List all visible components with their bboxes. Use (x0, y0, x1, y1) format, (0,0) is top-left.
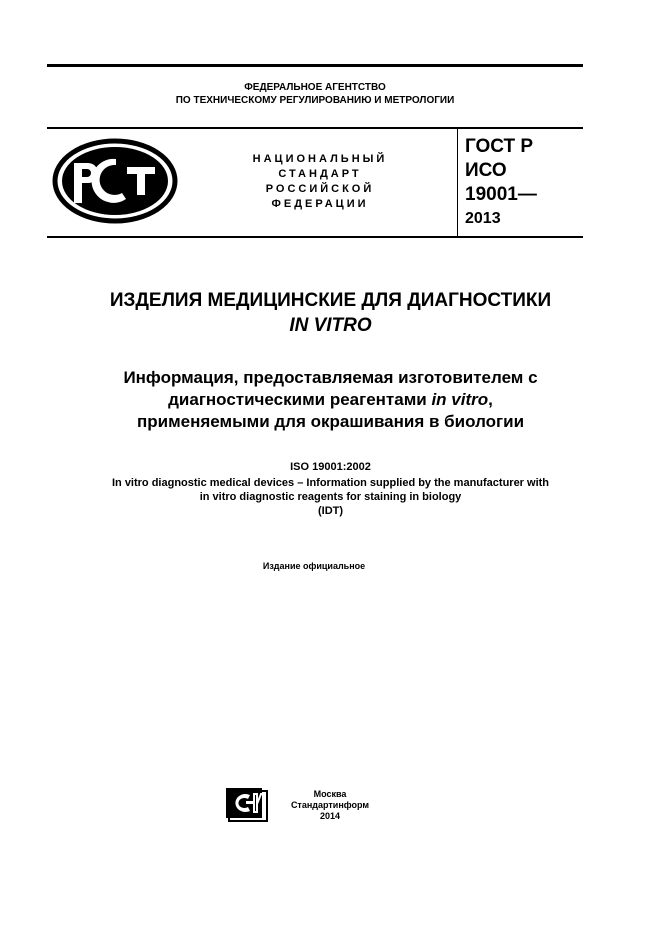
subtitle-line-2-comma: , (488, 390, 493, 409)
standard-type-line-1: НАЦИОНАЛЬНЫЙ (252, 153, 388, 165)
official-edition: Издание официальное (262, 561, 366, 571)
top-rule (47, 64, 583, 67)
standard-type-line-2: СТАНДАРТ (278, 168, 362, 180)
standard-type (220, 152, 420, 212)
agency-line-2: ПО ТЕХНИЧЕСКОМУ РЕГУЛИРОВАНИЮ И МЕТРОЛОГИИ (175, 95, 455, 106)
standard-type-line-4: ФЕДЕРАЦИИ (271, 198, 369, 210)
subtitle (0, 367, 661, 433)
subtitle-line-2 (0, 389, 661, 411)
subtitle-line-2-text: диагностическими реагентами (168, 390, 432, 409)
main-title-line-1: ИЗДЕЛИЯ МЕДИЦИНСКИЕ ДЛЯ ДИАГНОСТИКИ (109, 290, 552, 311)
iso-english-title-line-2: in vitro diagnostic reagents for staining in biology (199, 491, 462, 503)
gost-r-logo (52, 137, 178, 225)
header-bottom-rule (47, 236, 583, 238)
iso-english-title-line-1: In vitro diagnostic medical devices – Information supplied by the manufacturer with (111, 477, 550, 489)
agency-name (47, 81, 583, 107)
main-title-line-2: IN VITRO (289, 315, 372, 336)
standard-type-line-3: РОССИЙСКОЙ (265, 183, 375, 195)
agency-line-1: ФЕДЕРАЛЬНОЕ АГЕНТСТВО (244, 82, 386, 93)
standard-code-line-2: ИСО (465, 160, 507, 181)
standard-code (465, 135, 537, 231)
iso-number: ISO 19001:2002 (290, 461, 371, 473)
standard-code-line-3: 19001— (465, 184, 537, 205)
publisher-city: Москва (313, 789, 347, 799)
publisher (280, 789, 380, 822)
standartinform-logo (226, 788, 268, 822)
main-title (0, 288, 661, 338)
header-divider (457, 128, 458, 236)
subtitle-line-2-italic: in vitro (431, 390, 489, 409)
iso-idt: (IDT) (317, 505, 344, 517)
publisher-year: 2014 (319, 811, 341, 821)
subtitle-line-3: применяемыми для окрашивания в биологии (136, 412, 525, 431)
standard-code-year: 2013 (465, 210, 501, 227)
standard-code-line-1: ГОСТ Р (465, 136, 534, 157)
iso-reference (0, 460, 661, 518)
subtitle-line-1: Информация, предоставляемая изготовителем с (123, 368, 538, 387)
header-rule (47, 127, 583, 129)
publisher-name: Стандартинформ (290, 800, 370, 810)
